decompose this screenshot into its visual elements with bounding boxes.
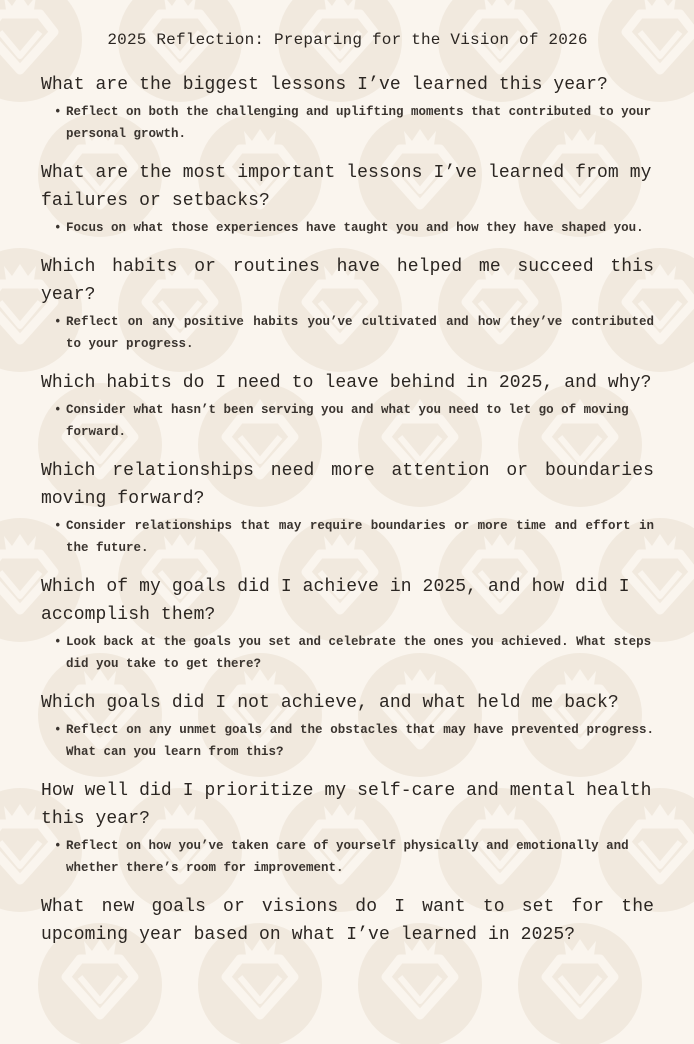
note-item: [54, 101, 654, 145]
note-list: [41, 631, 654, 675]
question-heading: Which of my goals did I achieve in 2025, and how did I accomplish them?: [41, 577, 630, 625]
note-list: [41, 311, 654, 355]
note-text: Reflect on any positive habits you’ve cultivated and how they’ve contributed to your progress.: [66, 315, 654, 351]
reflection-section: [41, 893, 654, 949]
reflection-section: [41, 159, 654, 239]
reflection-section: [41, 253, 654, 355]
note-text: Consider what hasn’t been serving you and what you need to let go of moving forward.: [66, 403, 629, 439]
note-text: Consider relationships that may require boundaries or more time and effort in the future.: [66, 519, 654, 555]
note-list: [41, 719, 654, 763]
note-item: [54, 835, 654, 879]
note-list: [41, 399, 654, 443]
question-heading: Which habits do I need to leave behind in 2025, and why?: [41, 373, 652, 393]
question-heading: What are the most important lessons I’ve learned from my failures or setbacks?: [41, 163, 652, 211]
question-heading: Which habits or routines have helped me succeed this year?: [41, 257, 654, 305]
note-item: [54, 631, 654, 675]
note-item: [54, 719, 654, 763]
page-title: 2025 Reflection: Preparing for the Vision of 2026: [107, 31, 588, 49]
reflection-section: [41, 71, 654, 145]
note-item: [54, 217, 654, 239]
bullet-icon: •: [54, 403, 62, 417]
question-heading: What new goals or visions do I want to set for the upcoming year based on what I’ve learned in 2025?: [41, 897, 654, 945]
note-list: [41, 217, 654, 239]
note-text: Focus on what those experiences have taught you and how they have shaped you.: [66, 221, 644, 235]
note-list: [41, 101, 654, 145]
bullet-icon: •: [54, 221, 62, 235]
note-item: [54, 399, 654, 443]
note-item: [54, 515, 654, 559]
bullet-icon: •: [54, 635, 62, 649]
question-heading: How well did I prioritize my self-care and mental health this year?: [41, 781, 652, 829]
bullet-icon: •: [54, 105, 62, 119]
reflection-section: [41, 777, 654, 879]
bullet-icon: •: [54, 315, 62, 329]
reflection-section: [41, 457, 654, 559]
bullet-icon: •: [54, 723, 62, 737]
question-heading: Which relationships need more attention or boundaries moving forward?: [41, 461, 654, 509]
bullet-icon: •: [54, 519, 62, 533]
bullet-icon: •: [54, 839, 62, 853]
note-text: Reflect on any unmet goals and the obstacles that may have prevented progress. What can you learn from this?: [66, 723, 654, 759]
question-heading: Which goals did I not achieve, and what held me back?: [41, 693, 619, 713]
note-text: Reflect on both the challenging and uplifting moments that contributed to your personal growth.: [66, 105, 652, 141]
reflection-section: [41, 689, 654, 763]
note-item: [54, 311, 654, 355]
reflection-section: [41, 369, 654, 443]
question-heading: What are the biggest lessons I’ve learned this year?: [41, 75, 608, 95]
reflection-section: [41, 573, 654, 675]
note-text: Look back at the goals you set and celebrate the ones you achieved. What steps did you take to get there?: [66, 635, 652, 671]
note-list: [41, 835, 654, 879]
note-text: Reflect on how you’ve taken care of yourself physically and emotionally and whether there’s room for improvement.: [66, 839, 629, 875]
note-list: [41, 515, 654, 559]
